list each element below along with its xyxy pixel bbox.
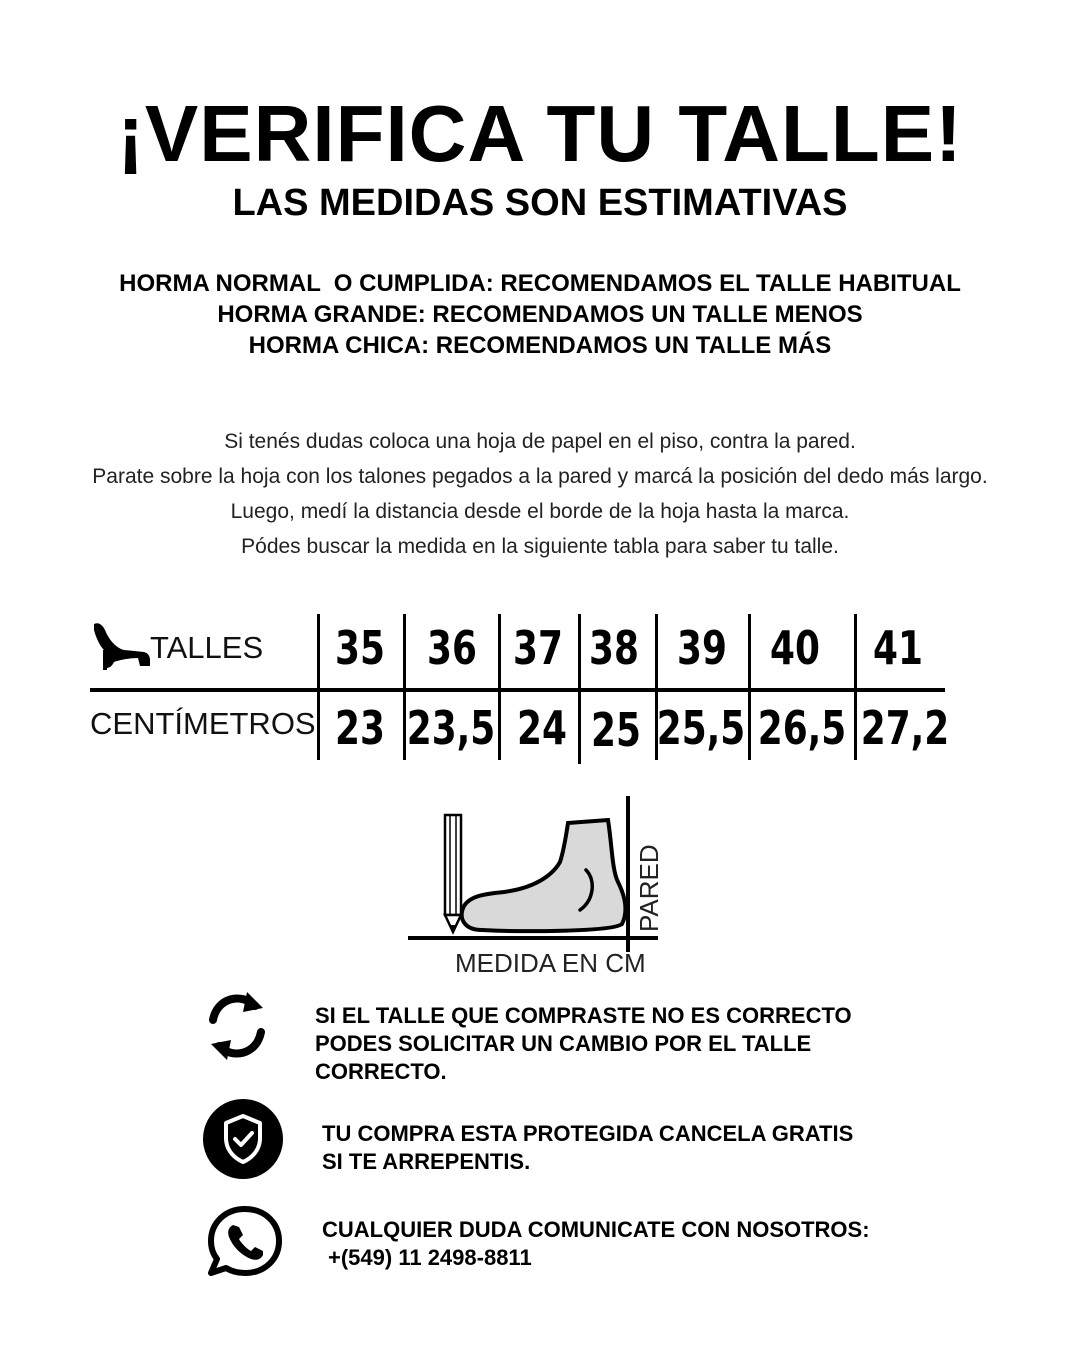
talle-cell: 39 xyxy=(677,621,727,675)
protected-text: TU COMPRA ESTA PROTEGIDA CANCELA GRATIS SI TE ARREPENTIS. xyxy=(322,1121,854,1174)
talle-cell: 36 xyxy=(427,621,477,675)
cm-cell: 25,5 xyxy=(656,701,746,755)
measure-label: MEDIDA EN CM xyxy=(455,948,646,978)
page-subtitle: LAS MEDIDAS SON ESTIMATIVAS xyxy=(232,182,848,224)
instruction-line: Luego, medí la distancia desde el borde de la hoja hasta la marca. xyxy=(230,500,850,523)
cm-cell: 23 xyxy=(335,701,385,755)
cm-cell: 27,2 xyxy=(860,701,950,755)
wall-label: PARED xyxy=(634,844,664,932)
instruction-line: Si tenés dudas coloca una hoja de papel en el piso, contra la pared. xyxy=(224,430,856,453)
talle-cell: 40 xyxy=(770,621,820,675)
talles-label: TALLES xyxy=(150,630,264,665)
phone-number[interactable]: +(549) 11 2498-8811 xyxy=(328,1245,532,1270)
high-heel-icon xyxy=(90,620,152,672)
cm-cell: 26,5 xyxy=(757,701,847,755)
cm-cell: 24 xyxy=(517,701,567,755)
foot-icon xyxy=(462,820,626,931)
horma-chica-text: HORMA CHICA: RECOMENDAMOS UN TALLE MÁS xyxy=(248,332,832,359)
centimetros-label: CENTÍMETROS xyxy=(90,706,316,741)
instruction-line: Pódes buscar la medida en la siguiente tabla para saber tu talle. xyxy=(241,535,839,558)
talle-cell: 37 xyxy=(513,621,563,675)
table-divider xyxy=(90,688,945,692)
talle-cell: 41 xyxy=(873,621,923,675)
shield-check-icon xyxy=(202,1098,284,1180)
talle-cell: 35 xyxy=(335,621,385,675)
contact-text: CUALQUIER DUDA COMUNICATE CON NOSOTROS: +(549) 11 2498-8811 xyxy=(322,1216,922,1272)
pencil-icon xyxy=(445,815,461,932)
talle-cell: 38 xyxy=(589,621,639,675)
instruction-line: Parate sobre la hoja con los talones pegados a la pared y marcá la posición del dedo más largo. xyxy=(92,465,988,488)
cm-cell: 25 xyxy=(591,703,641,757)
floor-line xyxy=(408,936,658,940)
horma-grande-text: HORMA GRANDE: RECOMENDAMOS UN TALLE MENOS xyxy=(217,301,863,328)
page-title: ¡VERIFICA TU TALLE! xyxy=(117,89,963,178)
cm-cell: 23,5 xyxy=(406,701,496,755)
horma-normal-text: HORMA NORMAL O CUMPLIDA: RECOMENDAMOS EL TALLE HABITUAL xyxy=(119,270,961,297)
refresh-icon xyxy=(205,986,269,1066)
whatsapp-icon xyxy=(205,1205,285,1277)
exchange-text: SI EL TALLE QUE COMPRASTE NO ES CORRECTO PODES SOLICITAR UN CAMBIO POR EL TALLE CORRECTO. xyxy=(315,1003,852,1084)
